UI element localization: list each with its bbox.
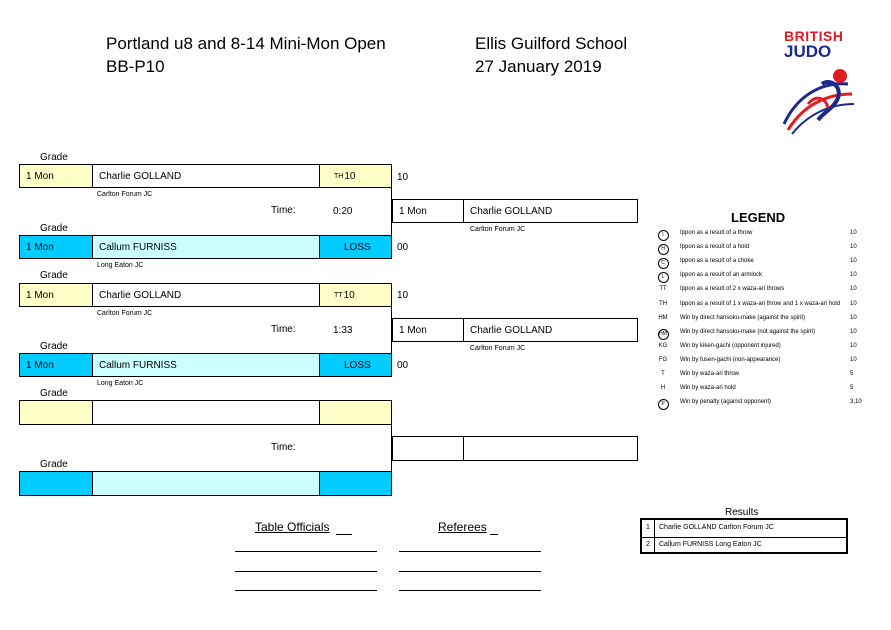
legend-row (656, 258, 866, 271)
blue-club: Long Eaton JC (97, 262, 144, 269)
white-name (92, 400, 320, 425)
legend-title: LEGEND (731, 210, 786, 225)
legend-points: 10 (850, 328, 857, 335)
legend-description: Win by waza-ari hold (680, 385, 736, 392)
referee-signature-line[interactable] (399, 590, 541, 591)
white-club: Carlton Forum JC (97, 310, 153, 317)
legend-description: Ippon as a result of 1 x waza-ari throw and 1 x waza-ari hold (680, 300, 841, 307)
legend-description: Ippon as a result of a throw (680, 230, 753, 236)
white-club: Carlton Forum JC (97, 191, 153, 198)
legend-row (656, 385, 866, 398)
logo-text-line1: BRITISH (784, 28, 844, 44)
legend-description: Win by direct hansoku-make (not against the spirit) (680, 328, 816, 335)
legend-points: 10 (850, 244, 857, 251)
result-row (642, 520, 846, 538)
white-grade (19, 400, 93, 425)
logo-text-line2: JUDO (784, 42, 832, 61)
white-grade: 1 Mon (19, 164, 93, 188)
legend-row (656, 399, 866, 412)
white-total: 10 (397, 290, 409, 301)
grade-label: Grade (40, 223, 68, 234)
winner-grade: 1 Mon (392, 199, 464, 223)
results-table (640, 518, 848, 554)
referee-signature-line[interactable] (399, 571, 541, 572)
legend-description: Win by kiken-gachi (opponent injured) (680, 342, 781, 349)
blue-score (319, 471, 392, 496)
white-grade: 1 Mon (19, 283, 93, 307)
time-label: Time: (271, 442, 296, 453)
legend-symbol-icon: I (656, 230, 670, 241)
result-position: 2 (646, 541, 650, 548)
winner-club: Carlton Forum JC (470, 226, 526, 233)
blue-total: 00 (397, 360, 409, 371)
blue-score: LOSS (319, 353, 392, 377)
legend-description: Ippon as a result of a hold (680, 244, 750, 251)
blue-name: Callum FURNISS (92, 235, 320, 259)
winner-grade (392, 436, 464, 461)
white-score: 10 (343, 289, 355, 301)
grade-label: Grade (40, 388, 68, 399)
white-score-code: TT (334, 291, 343, 299)
bracket-line (391, 400, 392, 496)
legend-row (656, 371, 866, 384)
white-name: Charlie GOLLAND (92, 283, 320, 307)
legend-row (656, 272, 866, 285)
result-text: Charlie GOLLAND Carlton Forum JC (659, 524, 774, 531)
white-score: 10 (344, 170, 356, 182)
white-score-cell (319, 283, 392, 307)
legend-row (656, 315, 866, 328)
officials-signature-line[interactable] (235, 571, 377, 572)
blue-name (92, 471, 320, 496)
legend-symbol-icon: L (656, 272, 670, 283)
legend-description: Win by direct hansoku-make (against the spirit) (680, 314, 806, 321)
blue-grade: 1 Mon (19, 353, 93, 377)
legend-symbol-icon: H (660, 385, 666, 392)
legend-points: 10 (850, 342, 857, 349)
legend-symbol-icon: C (656, 258, 670, 269)
results-title: Results (725, 507, 759, 518)
blue-name: Callum FURNISS (92, 353, 320, 377)
legend-row (656, 286, 866, 299)
winner-club: Carlton Forum JC (470, 345, 526, 352)
event-title: Portland u8 and 8-14 Mini-Mon Open (106, 34, 386, 53)
bout-time: 0:20 (333, 206, 353, 217)
grade-label: Grade (40, 152, 68, 163)
legend-description: Win by fusen-gachi (non-appearance) (680, 356, 781, 363)
pool-name: BB-P10 (106, 57, 165, 76)
grade-label: Grade (40, 459, 68, 470)
legend-symbol-icon: HM (658, 314, 668, 321)
white-total: 10 (397, 172, 409, 183)
legend-points: 5 (850, 371, 854, 377)
legend-points: 3,10 (850, 399, 862, 406)
legend-points: 10 (850, 258, 857, 265)
legend-points: 10 (850, 356, 857, 363)
legend-symbol-icon: KG (658, 342, 668, 349)
legend-row (656, 230, 866, 243)
legend-row (656, 244, 866, 257)
british-judo-logo (770, 28, 860, 138)
blue-club: Long Eaton JC (97, 380, 144, 387)
legend-row (656, 357, 866, 370)
event-date: 27 January 2019 (475, 57, 602, 76)
winner-name: Charlie GOLLAND (463, 318, 638, 342)
grade-label: Grade (40, 341, 68, 352)
legend-points: 10 (850, 230, 857, 236)
time-label: Time: (271, 205, 296, 216)
table-officials-heading: Table Officials (255, 520, 330, 534)
blue-total: 00 (397, 242, 409, 253)
legend-row (656, 343, 866, 356)
white-score (319, 400, 392, 425)
legend-row (656, 329, 866, 342)
legend-points: 5 (850, 385, 854, 392)
legend-symbol-icon: FG (658, 356, 668, 363)
time-label: Time: (271, 324, 296, 335)
legend-points: 10 (850, 300, 857, 307)
bracket-line (391, 283, 392, 377)
white-score-code: TH (334, 172, 344, 180)
result-row (642, 537, 846, 554)
result-text: Callum FURNISS Long Eaton JC (659, 541, 762, 548)
underline-extension (336, 534, 352, 535)
legend-description: Ippon as a result of an armlock (680, 272, 763, 279)
referees-heading: Referees (438, 520, 487, 534)
judoka-emblem-icon (778, 64, 860, 136)
legend-symbol-icon: HM (656, 329, 670, 340)
grade-label: Grade (40, 270, 68, 281)
legend-description: Win by waza-ari throw (680, 371, 740, 377)
legend-description: Ippon as a result of a choke (680, 258, 754, 265)
legend-description: Ippon as a result of 2 x waza-ari throws (680, 286, 785, 293)
white-score-cell (319, 164, 392, 188)
legend-description: Win by penalty (against opponent) (680, 399, 772, 406)
result-position: 1 (646, 524, 650, 531)
venue: Ellis Guilford School (475, 34, 628, 53)
legend-symbol-icon: TH (659, 300, 667, 307)
winner-grade: 1 Mon (392, 318, 464, 342)
officials-signature-line[interactable] (235, 590, 377, 591)
blue-score: LOSS (319, 235, 392, 259)
legend-symbol-icon: T (661, 371, 665, 377)
legend-row (656, 301, 866, 314)
blue-grade (19, 471, 93, 496)
winner-name: Charlie GOLLAND (463, 199, 638, 223)
blue-grade: 1 Mon (19, 235, 93, 259)
legend-symbol-icon: H (656, 244, 670, 255)
winner-name (463, 436, 638, 461)
bout-time: 1:33 (333, 325, 353, 336)
legend-points: 10 (850, 272, 857, 279)
officials-signature-line[interactable] (235, 551, 377, 552)
legend-symbol-icon: TT (659, 286, 667, 293)
legend-points: 10 (850, 314, 857, 321)
legend-symbol-icon: P (656, 399, 670, 410)
white-name: Charlie GOLLAND (92, 164, 320, 188)
bracket-line (391, 164, 392, 259)
underline-extension (490, 534, 498, 535)
referee-signature-line[interactable] (399, 551, 541, 552)
legend-points: 10 (850, 286, 857, 293)
